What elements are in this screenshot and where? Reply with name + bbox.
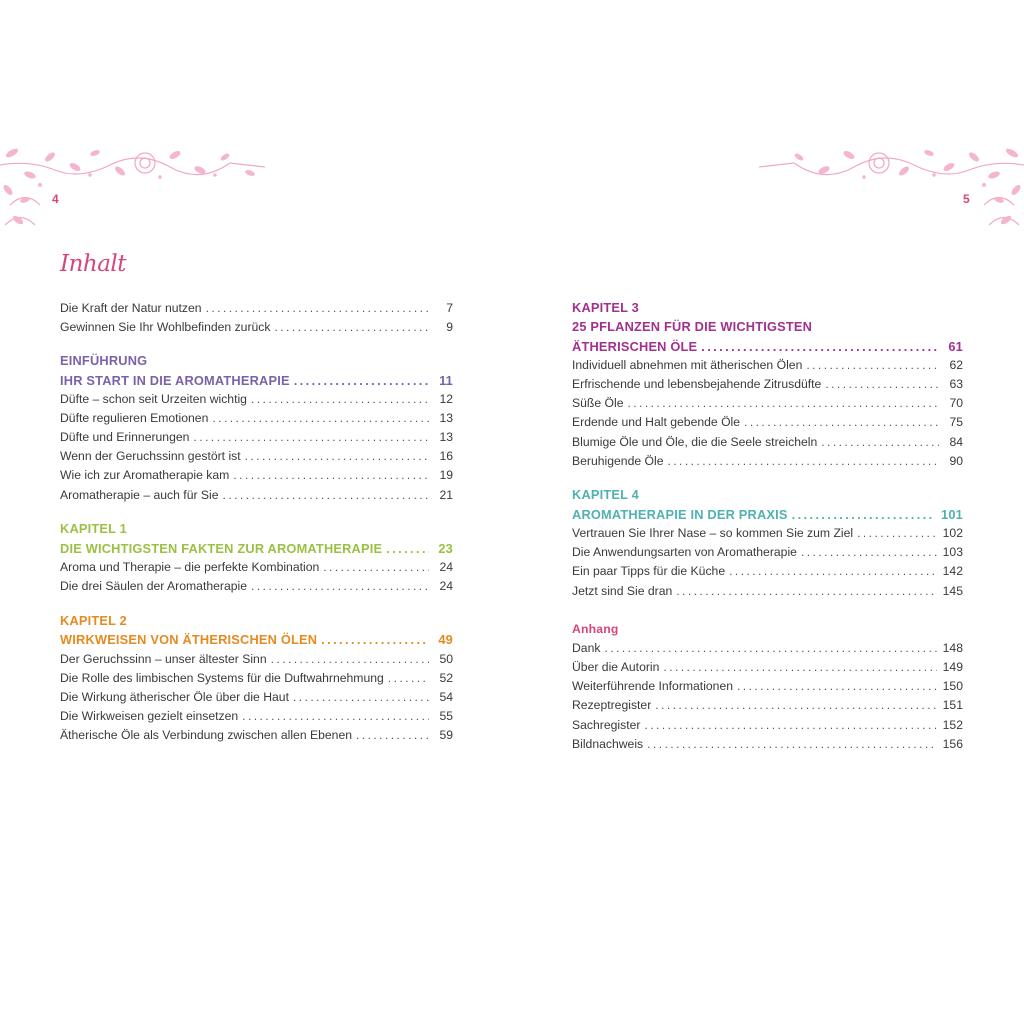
leader-dots <box>663 658 936 677</box>
toc-entry-label: Die Wirkung ätherischer Öle über die Haut <box>60 690 289 704</box>
section-kicker: KAPITEL 3 <box>572 300 639 315</box>
leader-dots <box>356 726 429 745</box>
toc-entry[interactable] <box>60 466 453 485</box>
toc-entry-label: Rezeptregister <box>572 698 652 712</box>
section-title: WIRKWEISEN VON ÄTHERISCHEN ÖLEN <box>60 632 318 647</box>
toc-entry-page: 145 <box>942 584 963 598</box>
toc-entry-label: Die Kraft der Natur nutzen <box>60 301 202 315</box>
toc-entry[interactable] <box>60 299 453 318</box>
section-kicker: KAPITEL 4 <box>572 487 639 502</box>
leader-dots <box>323 558 429 577</box>
toc-entry-page: 9 <box>446 320 453 334</box>
toc-entry-label: Bildnachweis <box>572 737 644 751</box>
toc-entry[interactable] <box>60 650 453 669</box>
section-title: IHR START IN DIE AROMATHERAPIE <box>60 373 290 388</box>
section-page: 23 <box>438 541 453 556</box>
toc-entry-label: Der Geruchssinn – unser ältester Sinn <box>60 652 267 666</box>
leader-dots <box>825 375 939 394</box>
leader-dots <box>386 539 429 558</box>
leader-dots <box>806 356 939 375</box>
toc-entry-label: Die Anwendungsarten von Aromatherapie <box>572 545 797 559</box>
section-page: 11 <box>439 373 453 388</box>
leader-dots <box>271 650 429 669</box>
toc-entry-label: Düfte und Erinnerungen <box>60 430 190 444</box>
toc-entry-label: Erfrischende und lebensbejahende Zitrusdüfte <box>572 377 822 391</box>
page-number-left: 4 <box>52 192 59 206</box>
toc-entry[interactable] <box>572 582 963 601</box>
section-title-line: 25 PFLANZEN FÜR DIE WICHTIGSTEN <box>572 319 813 334</box>
section-kicker: KAPITEL 2 <box>60 613 127 628</box>
page-number-right: 5 <box>963 192 970 206</box>
floral-ornament-left <box>0 145 270 235</box>
toc-entry[interactable] <box>60 577 453 596</box>
toc-entry[interactable] <box>572 433 963 452</box>
toc-entry[interactable] <box>572 543 963 562</box>
leader-dots <box>729 562 937 581</box>
leader-dots <box>701 337 939 356</box>
toc-entry-page: 12 <box>439 392 453 406</box>
toc-entry[interactable] <box>60 688 453 707</box>
toc-entry-label: Individuell abnehmen mit ätherischen Ölen <box>572 358 803 372</box>
toc-entry-page: 13 <box>439 430 453 444</box>
leader-dots <box>233 466 429 485</box>
toc-entry-page: 90 <box>949 454 963 468</box>
toc-entry-page: 21 <box>439 488 453 502</box>
toc-entry-page: 142 <box>942 564 963 578</box>
leader-dots <box>667 452 939 471</box>
toc-entry-label: Wenn der Geruchssinn gestört ist <box>60 449 241 463</box>
toc-entry-label: Blumige Öle und Öle, die die Seele streicheln <box>572 435 818 449</box>
toc-entry-page: 7 <box>446 301 453 315</box>
toc-entry-page: 63 <box>949 377 963 391</box>
toc-entry[interactable] <box>60 558 453 577</box>
toc-entry-page: 52 <box>439 671 453 685</box>
toc-entry[interactable] <box>60 318 453 337</box>
toc-entry[interactable] <box>572 452 963 471</box>
toc-entry-page: 148 <box>942 641 963 655</box>
section-heading[interactable] <box>572 337 963 356</box>
toc-entry-label: Die Rolle des limbischen Systems für die Duftwahrnehmung <box>60 671 384 685</box>
toc-entry-page: 102 <box>942 526 963 540</box>
toc-entry[interactable] <box>572 658 963 677</box>
toc-entry-label: Die drei Säulen der Aromatherapie <box>60 579 247 593</box>
leader-dots <box>206 299 429 318</box>
leader-dots <box>293 688 429 707</box>
toc-entry-label: Wie ich zur Aromatherapie kam <box>60 468 230 482</box>
section-kicker: EINFÜHRUNG <box>60 353 148 368</box>
leader-dots <box>245 447 429 466</box>
toc-entry-label: Düfte – schon seit Urzeiten wichtig <box>60 392 247 406</box>
leader-dots <box>744 413 939 432</box>
section-title: DIE WICHTIGSTEN FAKTEN ZUR AROMATHERAPIE <box>60 541 383 556</box>
toc-entry-label: Über die Autorin <box>572 660 660 674</box>
toc-entry-page: 54 <box>439 690 453 704</box>
leader-dots <box>321 630 429 649</box>
toc-entry-page: 103 <box>942 545 963 559</box>
toc-entry-page: 24 <box>439 579 453 593</box>
leader-dots <box>627 394 939 413</box>
leader-dots <box>274 318 429 337</box>
floral-ornament-right <box>754 145 1024 235</box>
leader-dots <box>294 371 429 390</box>
leader-dots <box>223 486 429 505</box>
toc-entry-page: 70 <box>949 396 963 410</box>
toc-entry-page: 62 <box>949 358 963 372</box>
toc-entry-label: Ein paar Tipps für die Küche <box>572 564 726 578</box>
toc-entry-label: Aromatherapie – auch für Sie <box>60 488 219 502</box>
toc-entry-page: 19 <box>439 468 453 482</box>
toc-entry-page: 152 <box>942 718 963 732</box>
page-title: Inhalt <box>60 251 127 277</box>
leader-dots <box>644 716 936 735</box>
leader-dots <box>857 524 937 543</box>
toc-entry-page: 13 <box>439 411 453 425</box>
toc-entry[interactable] <box>572 413 963 432</box>
toc-entry-page: 151 <box>942 698 963 712</box>
section-heading[interactable] <box>60 539 453 558</box>
toc-entry-page: 150 <box>942 679 963 693</box>
section-page: 101 <box>941 507 963 522</box>
section-heading[interactable] <box>572 505 963 524</box>
leader-dots <box>676 582 936 601</box>
toc-entry-label: Die Wirkweisen gezielt einsetzen <box>60 709 239 723</box>
leader-dots <box>792 505 935 524</box>
leader-dots <box>821 433 939 452</box>
toc-entry-label: Erdende und Halt gebende Öle <box>572 415 741 429</box>
leader-dots <box>242 707 429 726</box>
section-kicker: KAPITEL 1 <box>60 521 127 536</box>
leader-dots <box>212 409 429 428</box>
toc-entry[interactable] <box>572 696 963 715</box>
section-page: 49 <box>438 632 453 647</box>
section-heading[interactable] <box>60 630 453 649</box>
toc-entry[interactable] <box>60 707 453 726</box>
toc-entry-label: Düfte regulieren Emotionen <box>60 411 209 425</box>
toc-entry[interactable] <box>572 716 963 735</box>
toc-entry-page: 55 <box>439 709 453 723</box>
toc-entry-page: 149 <box>942 660 963 674</box>
section-heading[interactable] <box>60 371 453 390</box>
toc-entry[interactable] <box>60 726 453 745</box>
toc-entry-page: 24 <box>439 560 453 574</box>
toc-entry-page: 59 <box>439 728 453 742</box>
leader-dots <box>251 577 429 596</box>
toc-entry-label: Dank <box>572 641 601 655</box>
section-title: AROMATHERAPIE IN DER PRAXIS <box>572 507 788 522</box>
toc-entry-page: 50 <box>439 652 453 666</box>
leader-dots <box>604 639 936 658</box>
toc-entry-label: Weiterführende Informationen <box>572 679 734 693</box>
toc-entry[interactable] <box>572 524 963 543</box>
toc-entry[interactable] <box>572 356 963 375</box>
toc-entry-page: 16 <box>439 449 453 463</box>
toc-entry[interactable] <box>572 375 963 394</box>
toc-entry[interactable] <box>572 394 963 413</box>
toc-entry[interactable] <box>60 409 453 428</box>
toc-entry-label: Gewinnen Sie Ihr Wohlbefinden zurück <box>60 320 271 334</box>
leader-dots <box>801 543 937 562</box>
toc-entry[interactable] <box>60 428 453 447</box>
toc-entry[interactable] <box>60 447 453 466</box>
toc-entry-label: Jetzt sind Sie dran <box>572 584 673 598</box>
leader-dots <box>193 428 429 447</box>
toc-entry-page: 75 <box>949 415 963 429</box>
leader-dots <box>737 677 937 696</box>
toc-entry-label: Beruhigende Öle <box>572 454 664 468</box>
toc-entry-page: 84 <box>949 435 963 449</box>
toc-entry-page: 156 <box>942 737 963 751</box>
section-title: ÄTHERISCHEN ÖLE <box>572 339 698 354</box>
toc-entry[interactable] <box>60 390 453 409</box>
toc-entry-label: Süße Öle <box>572 396 624 410</box>
leader-dots <box>251 390 429 409</box>
appendix-heading: Anhang <box>572 622 619 636</box>
toc-entry-label: Ätherische Öle als Verbindung zwischen allen Ebenen <box>60 728 353 742</box>
section-page: 61 <box>948 339 963 354</box>
toc-entry[interactable] <box>572 562 963 581</box>
toc-entry-label: Sachregister <box>572 718 641 732</box>
leader-dots <box>388 669 429 688</box>
toc-entry[interactable] <box>572 677 963 696</box>
toc-entry-label: Aroma und Therapie – die perfekte Kombination <box>60 560 320 574</box>
toc-entry[interactable] <box>60 669 453 688</box>
toc-entry-label: Vertrauen Sie Ihrer Nase – so kommen Sie zum Ziel <box>572 526 854 540</box>
leader-dots <box>655 696 936 715</box>
toc-entry[interactable] <box>572 735 963 754</box>
toc-entry[interactable] <box>60 486 453 505</box>
leader-dots <box>647 735 937 754</box>
toc-entry[interactable] <box>572 639 963 658</box>
